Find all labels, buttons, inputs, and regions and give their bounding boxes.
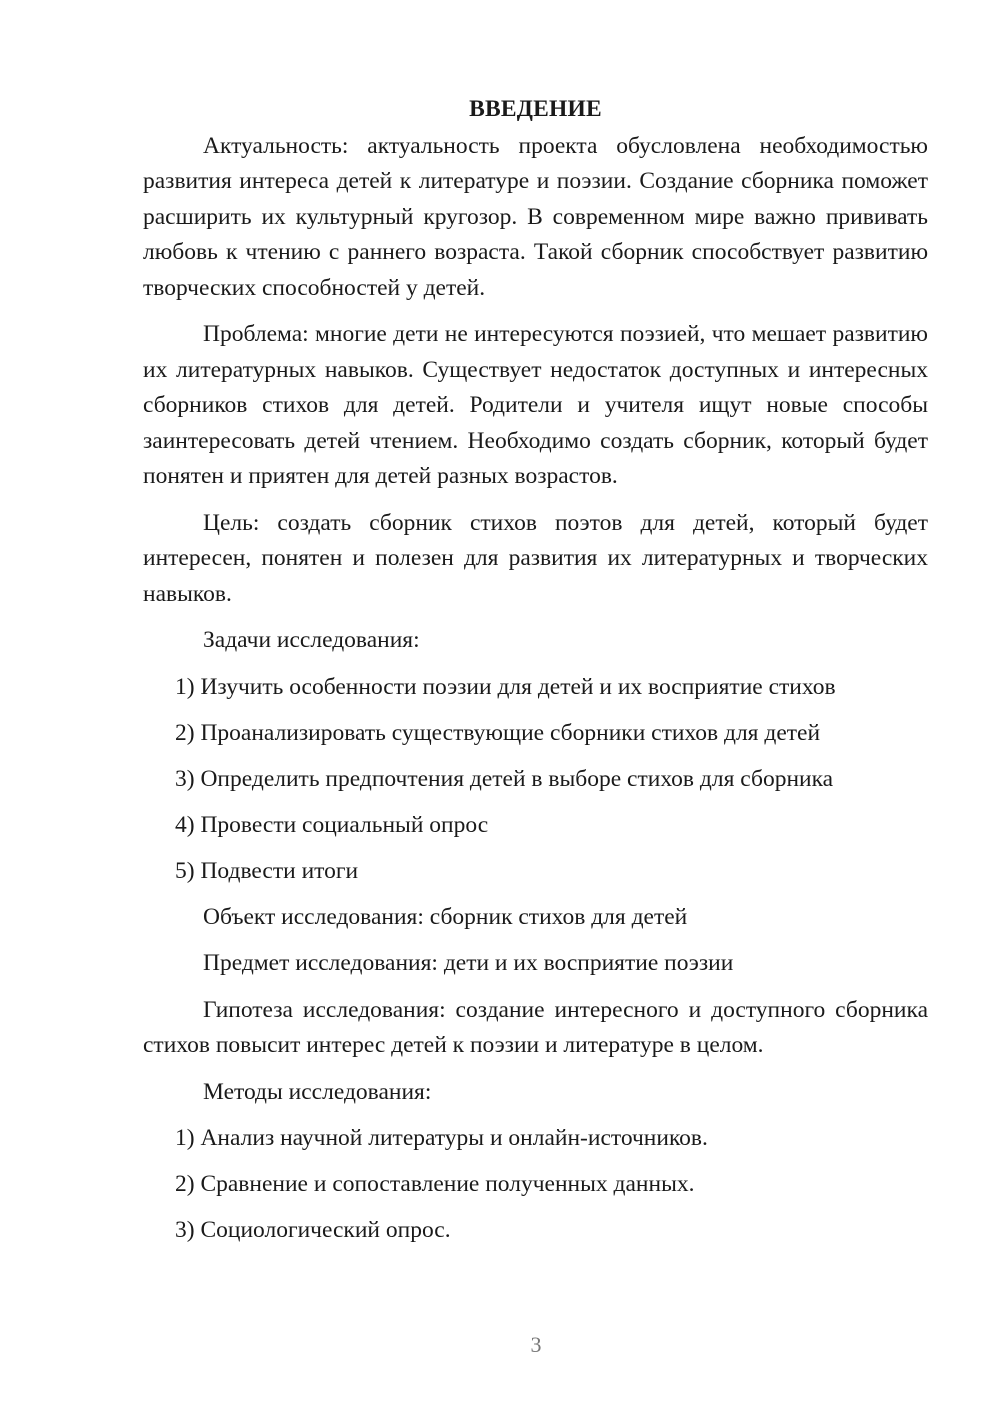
tasks-list bbox=[143, 670, 928, 890]
task-item: 5) Подвести итоги bbox=[175, 857, 359, 884]
methods-heading: Методы исследования: bbox=[203, 1078, 432, 1105]
task-item: 2) Проанализировать существующие сборники стихов для детей bbox=[175, 719, 821, 746]
section-title: ВВЕДЕНИЕ bbox=[469, 96, 602, 122]
method-item: 3) Социологический опрос. bbox=[175, 1217, 451, 1243]
relevance-paragraph: Актуальность: актуальность проекта обусловлена необходимостью развития интереса детей к литературе и поэзии. Создание сборника поможет расширить их культурный кругозор. В современном мире важно прививать любовь к чтению с раннего возраста. Такой сборник способствует развитию творческих способностей у детей. bbox=[143, 132, 928, 301]
hypothesis-paragraph: Гипотеза исследования: создание интересного и доступного сборника стихов повысит интерес детей к поэзии и литературе в целом. bbox=[143, 996, 928, 1058]
problem-paragraph: Проблема: многие дети не интересуются поэзией, что мешает развитию их литературных навыков. Существует недостаток доступных и интересных сборников стихов для детей. Родители и учителя ищут новые способы заинтересовать детей чтением. Необходимо создать сборник, который будет понятен и приятен для детей разных возрастов. bbox=[143, 321, 928, 489]
task-item: 3) Определить предпочтения детей в выборе стихов для сборника bbox=[175, 765, 834, 792]
method-item: 2) Сравнение и сопоставление полученных данных. bbox=[175, 1171, 695, 1197]
methods-list bbox=[143, 1121, 928, 1249]
page-content bbox=[143, 92, 928, 1259]
tasks-heading: Задачи исследования: bbox=[203, 627, 420, 653]
task-item: 1) Изучить особенности поэзии для детей и их восприятие стихов bbox=[175, 673, 836, 700]
method-item: 1) Анализ научной литературы и онлайн-источников. bbox=[175, 1125, 708, 1151]
goal-paragraph: Цель: создать сборник стихов поэтов для детей, который будет интересен, понятен и полезен для развития их литературных и творческих навыков. bbox=[143, 509, 928, 607]
subject-paragraph: Предмет исследования: дети и их восприятие поэзии bbox=[203, 950, 734, 976]
page-number: 3 bbox=[530, 1332, 542, 1357]
object-paragraph: Объект исследования: сборник стихов для детей bbox=[203, 903, 688, 930]
task-item: 4) Провести социальный опрос bbox=[175, 811, 489, 838]
